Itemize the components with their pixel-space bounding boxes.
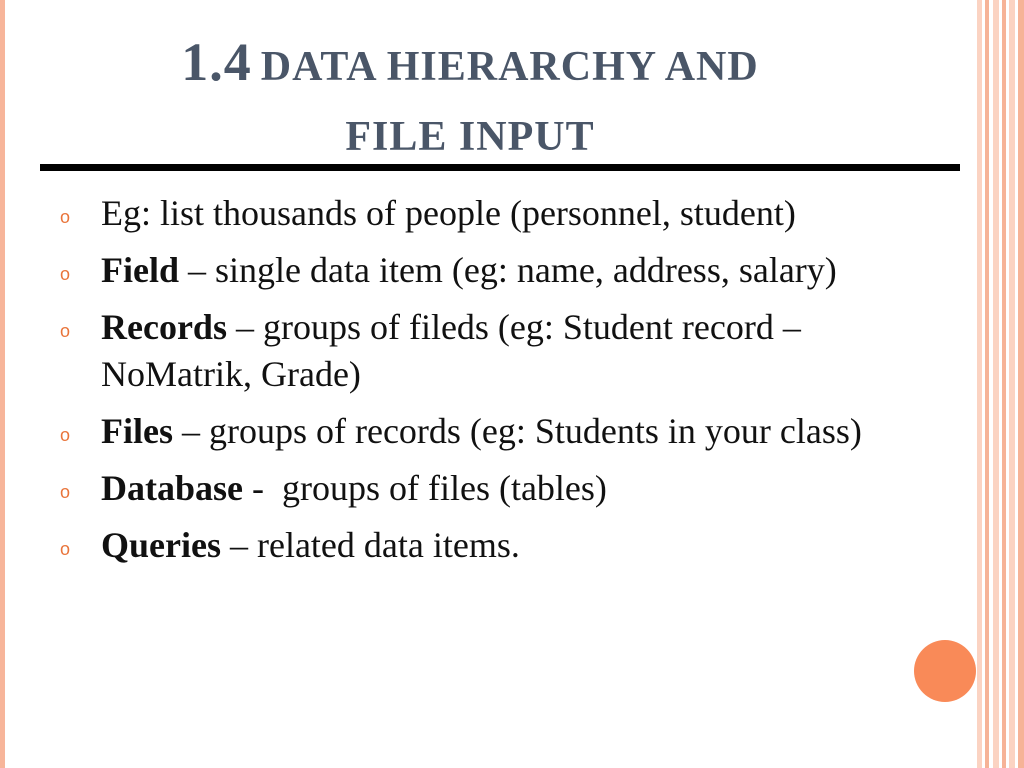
bullet-text: – related data items.	[220, 525, 520, 565]
bullet-icon: o	[60, 321, 71, 341]
bullet-term: Field	[101, 250, 179, 290]
bullet-item	[60, 408, 880, 455]
bullet-icon: o	[60, 539, 71, 559]
bullet-term: Records	[101, 307, 227, 347]
bullet-item	[60, 190, 880, 237]
bullet-term: Database	[101, 468, 243, 508]
bullet-text: – single data item (eg: name, address, salary)	[179, 250, 837, 290]
bullet-text: – groups of records (eg: Students in your class)	[172, 411, 862, 451]
bullet-text: - groups of files (tables)	[243, 468, 607, 508]
title-line-2: FILE INPUT	[345, 114, 595, 160]
bullet-icon: o	[60, 425, 71, 445]
bullet-list	[60, 190, 880, 579]
slide-title	[40, 28, 900, 173]
bullet-item	[60, 522, 880, 569]
title-divider	[40, 164, 960, 171]
bullet-term: Queries	[101, 525, 221, 565]
bullet-text: Eg: list thousands of people (personnel, student)	[101, 193, 796, 233]
bullet-icon: o	[60, 264, 71, 284]
right-stripe-decoration	[977, 0, 1024, 768]
bullet-icon: o	[60, 207, 71, 227]
title-number: 1.4	[181, 32, 252, 92]
left-border-decoration	[0, 0, 5, 768]
bullet-text: – groups of fileds (eg: Student record – NoMatrik, Grade)	[101, 307, 801, 394]
title-line-1: DATA HIERARCHY AND	[260, 44, 759, 90]
bullet-item	[60, 465, 880, 512]
bullet-icon: o	[60, 482, 71, 502]
decorative-circle	[914, 640, 976, 702]
bullet-term: Files	[101, 411, 173, 451]
bullet-item	[60, 247, 880, 294]
bullet-item	[60, 304, 880, 398]
